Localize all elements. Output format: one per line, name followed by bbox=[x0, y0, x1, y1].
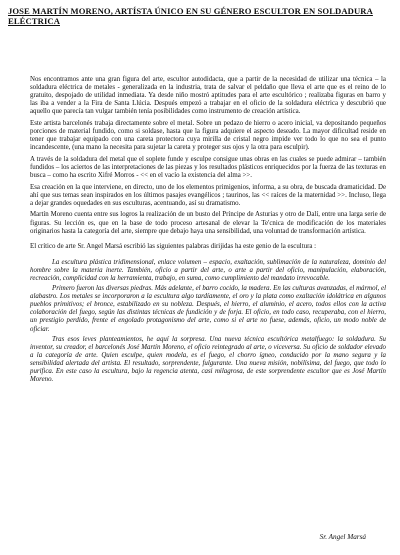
paragraph-1: Nos encontramos ante una gran figura del arte, escultor autodidacta, que a partir de la necesidad de utilizar una técnica – la soldadura eléctrica de metales - generalizada en la industria, trata de salvar el peldaño que lleva el arte que es el reino de lo gratuito, despojado de utilidad inmediata. Ya desde niño mostró aptitudes para el arte escultórico ; realizaba figuras en barro y las iba a vender a la Fira de Santa Llúcia. Después empezó a trabajar en el oficio de la soldadura eléctrica y descubrió que aquello que parecía tan vulgar también tenía posibilidades como instrumento de creación artística. bbox=[30, 76, 386, 116]
paragraph-2: Este artista barcelonés trabaja directamente sobre el metal. Sobre un pedazo de hierro o acero inicial, va depositando pequeños porciones de material fundido, como si soldase, hasta que la figura adquiere el aspecto deseado. La mayor dificultad reside en tener que trabajar equipado con una careta protectora cuya mirilla de cristal negro impide ver todo lo que no sea el punto incandescente, (una mano la necesita para sujetar la careta y proteger sus ojos y la otra para esculpir). bbox=[30, 119, 386, 152]
paragraph-4: Esa creación en la que interviene, en directo, uno de los elementos primigenios, informa, a su obra, de buscada dramaticidad. De ahí que sus temas sean inspirados en los últimos pasajes evangélicos ; taurinos, las << raíces de la maternidad >>. Incluso, llega a dejar grandes oquedades en sus esculturas, acentuando, así su dramatismo. bbox=[30, 183, 386, 207]
quote-3: Tras esos leves planteamientos, he aquí la sorpresa. Una nueva técnica escultórica metalfuego: la soldadura. Su inventor, su creador, el barcelonés José Martín Moreno, el oficio reintegrado al arte, o viceversa. Su oficio de soldador elevado a la categoría de arte. Quien esculpe, quien modela, es el fuego, el chorro ígneo, conducido por la mano segura y la sensibilidad alertada del artista. El resultado, sorprendente, fulgurante. Una nueva misión, nobilísima, del fuego, que todo lo purifica. En este caso la escultura, bajo la regencia atenta, casi milagrosa, de este sorprendente escultor que es José Martín Moreno. bbox=[30, 335, 386, 384]
paragraph-5: Martín Moreno cuenta entre sus logros la realización de un busto del Príncipe de Asturias y otro de Dalí, entre una larga serie de figuras. Su lección es, que en la base de todo proceso artesanal de elevar la Te'cnica de modificación de los materiales originarios hasta la categoría del arte, siempre que debajo haya una sensibilidad, una voluntad de transformación artística. bbox=[30, 211, 386, 235]
paragraph-3: A través de la soldadura del metal que el soplete funde y esculpe consigue unas obras en las cuales se puede admirar – también fundidos – los aciertos de las interpretaciones de las piezas y los resultados plásticos enriquecidos por la fuerza de las texturas en busca – como ha escrito Xifré Morros - << en el vacío la existencia del alma >>. bbox=[30, 155, 386, 180]
paragraph-6: El crítico de arte Sr. Angel Marsá escribió las siguientes palabras dirijidas ha este genio de la escultura : bbox=[30, 243, 317, 251]
quote-2: Primero fueron las diversas piedras. Más adelante, el barro cocido, la madera. En las culturas avanzadas, el mármol, el alabastro. Los metales se incorporaron a la escultura algo tardíamente, el oro y la plata como exaltación idolátrica en algunos pueblos primitivos; el bronce, estabilizado en su nobleza. Después, el hierro, el aluminio, el acero, todos ellos con la activa colaboración del fuego, según las distintas técnicas de fundición y de forja. El oficio, en todo caso, recuperaba, con el hierro, un prestigio perdido, frente el engolado protagonismo del arte, como si el arte no fuese, además, oficio, un modo noble de oficiar. bbox=[30, 285, 386, 333]
document-title: JOSE MARTÍN MORENO, ARTÍSTA ÚNICO EN SU GÉNERO ESCULTOR EN SOLDADURA ELÉCTRICA bbox=[8, 6, 373, 26]
signature: Sr. Angel Marsá bbox=[319, 533, 366, 541]
quote-1: La escultura plástica tridimensional, enlace volumen – espacio, exaltación, sublimación de la naturaleza, dominio del hombre sobre la materia inerte. También, oficio a partir del arte, o arte a partir del oficio, manipulación, elaboración, recreación, complicidad con la herramienta, trabajo, en suma, como cumplimiento del mandato irrevocable. bbox=[30, 258, 386, 282]
spacer bbox=[30, 26, 386, 76]
